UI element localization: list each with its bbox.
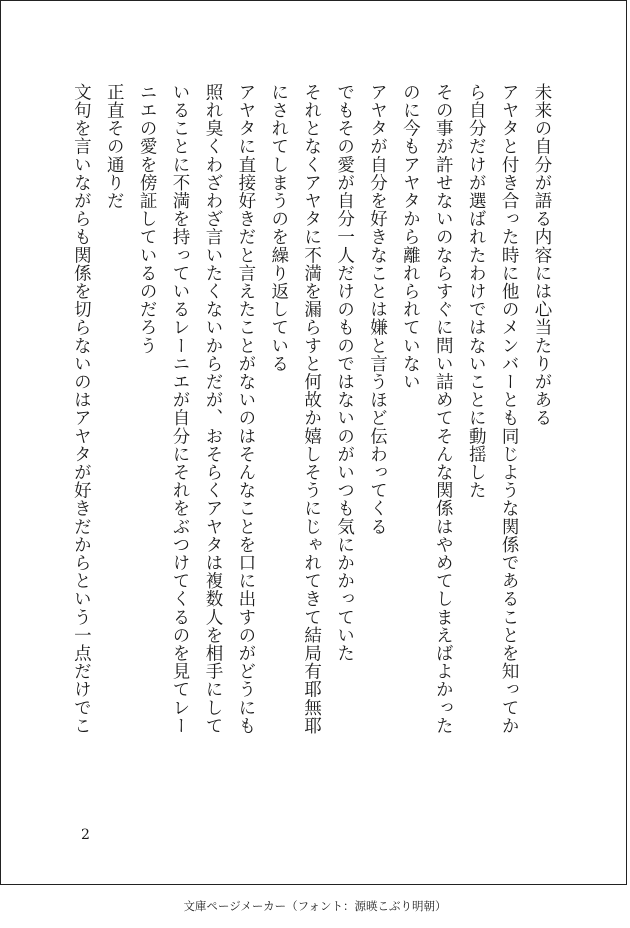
text-line: ら自分だけが選ばれたわけではないことに動揺した <box>466 83 487 500</box>
text-line: 文句を言いながらも関係を切らないのはアヤタが好きだからという一点だけでこ <box>71 83 92 735</box>
text-line: アヤタに直接好きだと言えたことがないのはそんなことを口に出すのがどうにも <box>235 83 256 735</box>
text-line: ニエの愛を傍証しているのだろう <box>137 83 158 355</box>
text-line: アヤタと付き合った時に他のメンバーとも同じような関係であることを知ってか <box>499 83 520 735</box>
text-line: いることに不満を持っているレーニエが自分にそれをぶつけてくるのを見てレー <box>170 83 191 735</box>
text-line: 未来の自分が語る内容には心当たりがある <box>532 83 552 427</box>
text-line: それとなくアヤタに不満を漏らすと何故か嬉しそうにじゃれてきて結局有耶無耶 <box>301 83 322 735</box>
page-number: 2 <box>81 827 90 843</box>
text-line: 照れ臭くわざわざ言いたくないからだが、おそらくアヤタは複数人を相手にして <box>202 83 223 735</box>
text-line: その事が許せないのならすぐに問い詰めてそんな関係はやめてしまえばよかった <box>433 83 454 735</box>
text-line: 正直その通りだ <box>104 83 125 210</box>
footer-credit: 文庫ページメーカー（フォント：源暎こぶり明朝） <box>183 899 447 913</box>
vertical-text-body <box>64 83 558 803</box>
text-line: アヤタが自分を好きなことは嫌と言うほど伝わってくる <box>367 83 388 536</box>
text-line: にされてしまうのを繰り返している <box>268 83 289 373</box>
text-line: のに今もアヤタから離れられていない <box>400 83 421 391</box>
text-line: でもその愛が自分一人だけのものではないのがいつも気にかかっていた <box>334 83 355 663</box>
